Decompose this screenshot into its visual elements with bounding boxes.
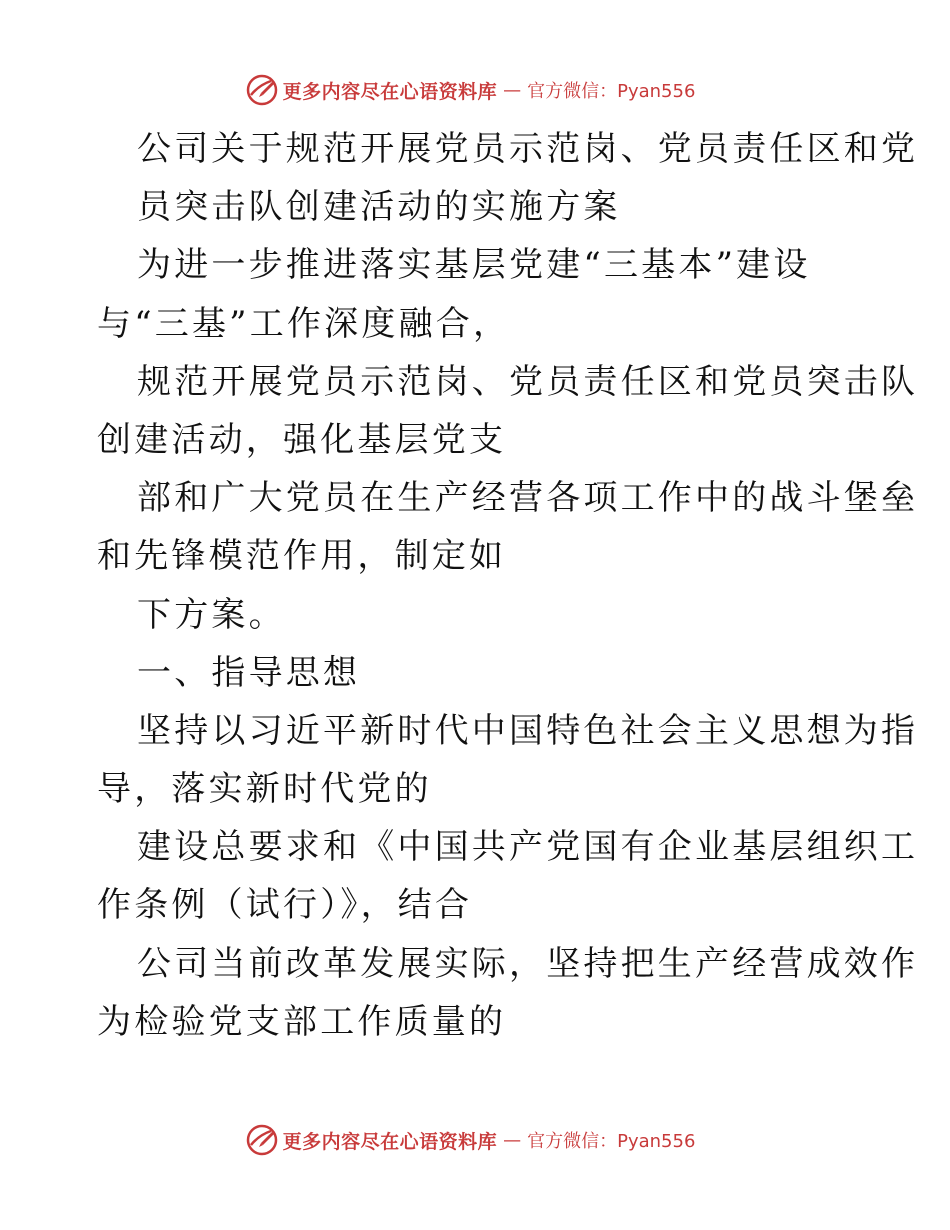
pen-logo-icon bbox=[245, 73, 279, 107]
doc-line: 下方案。 bbox=[137, 594, 286, 635]
watermark-group bbox=[245, 73, 696, 107]
watermark-brand: 更多内容尽在心语资料库 bbox=[282, 80, 498, 103]
doc-line: 导，落实新时代党的 bbox=[97, 769, 432, 810]
doc-line: 公司关于规范开展党员示范岗、党员责任区和党 bbox=[137, 129, 919, 169]
watermark-wechat: 官方微信：Pyan556 bbox=[527, 81, 696, 102]
pen-logo-icon bbox=[245, 1123, 279, 1157]
footer-watermark bbox=[0, 1120, 950, 1160]
doc-line: 部和广大党员在生产经营各项工作中的战斗堡垒 bbox=[137, 478, 919, 519]
doc-line: 规范开展党员示范岗、党员责任区和党员突击队 bbox=[137, 361, 919, 402]
document-body bbox=[97, 120, 919, 1051]
doc-line: 为进一步推进落实基层党建“三基本”建设 bbox=[137, 245, 811, 286]
doc-line: 和先锋模范作用，制定如 bbox=[97, 536, 507, 577]
doc-line: 坚持以习近平新时代中国特色社会主义思想为指 bbox=[137, 710, 919, 751]
watermark-dash: — bbox=[503, 79, 522, 101]
watermark-group bbox=[245, 1123, 696, 1157]
header-watermark bbox=[0, 70, 950, 110]
doc-line: 建设总要求和《中国共产党国有企业基层组织工 bbox=[137, 827, 919, 868]
section-heading: 一、指导思想 bbox=[137, 652, 361, 693]
doc-line: 作条例（试行）》，结合 bbox=[97, 885, 473, 926]
doc-line: 员突击队创建活动的实施方案 bbox=[137, 187, 621, 228]
doc-line: 为检验党支部工作质量的 bbox=[97, 1001, 507, 1042]
doc-line: 公司当前改革发展实际，坚持把生产经营成效作 bbox=[137, 943, 919, 984]
watermark-dash: — bbox=[503, 1129, 522, 1151]
watermark-wechat: 官方微信：Pyan556 bbox=[527, 1131, 696, 1152]
doc-line: 与“三基”工作深度融合， bbox=[97, 303, 511, 344]
watermark-brand: 更多内容尽在心语资料库 bbox=[282, 1130, 498, 1153]
doc-line: 创建活动，强化基层党支 bbox=[97, 419, 507, 460]
